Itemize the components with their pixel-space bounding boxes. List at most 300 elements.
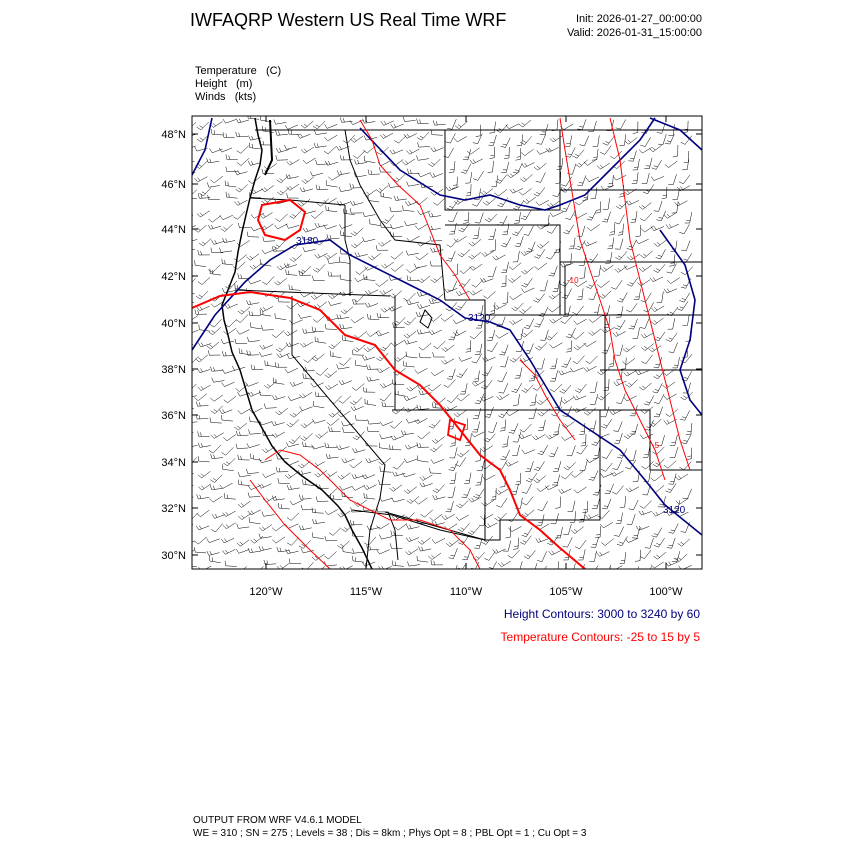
wind-barb [521, 267, 533, 274]
wind-barb [626, 487, 639, 492]
wind-barb [479, 514, 485, 526]
wind-barb [656, 249, 666, 259]
wind-barb [340, 257, 351, 264]
wind-barb [289, 285, 301, 291]
wind-barb [631, 211, 638, 222]
plot-title: IWFAQRP Western US Real Time WRF [190, 10, 507, 30]
wind-barb [362, 237, 375, 242]
wind-barb [550, 136, 563, 142]
wind-barb [433, 495, 446, 500]
wind-barb [493, 255, 506, 260]
wind-barb [299, 314, 312, 319]
wind-barb [561, 358, 571, 368]
wind-barb [490, 147, 495, 159]
wind-barb [519, 120, 531, 127]
wind-barb [301, 505, 313, 510]
wind-barb [364, 493, 375, 499]
wind-barb [590, 394, 598, 405]
wind-barb [287, 513, 299, 521]
wind-barb [430, 444, 442, 452]
wind-barb [223, 132, 235, 138]
wind-barb [629, 500, 639, 510]
wind-barb [433, 485, 445, 493]
wind-barb [626, 380, 638, 388]
wind-barb [496, 498, 507, 507]
wind-barb [249, 311, 261, 316]
wind-barb [562, 289, 572, 299]
wind-barb [248, 492, 260, 497]
wind-barb [276, 148, 289, 152]
wind-barb [287, 485, 300, 490]
wind-barb [343, 135, 355, 143]
wind-barb [513, 538, 519, 550]
wind-barb [406, 149, 419, 154]
wind-barb [237, 540, 250, 547]
wind-barb [522, 497, 533, 506]
wind-barb [677, 301, 688, 310]
wind-barb [249, 517, 260, 524]
wind-barb [211, 524, 223, 532]
wind-barb [569, 238, 575, 249]
height-label-1: 3180 [296, 236, 319, 247]
wind-barb [303, 247, 316, 252]
field-label-winds: Winds (kts) [195, 91, 257, 103]
wind-barb [392, 379, 404, 384]
wind-barb [238, 455, 250, 460]
wind-barb [561, 471, 573, 479]
wind-barb [452, 177, 457, 189]
wind-barb [466, 340, 471, 352]
wind-barb [325, 510, 338, 515]
wind-barb [603, 198, 610, 209]
wind-barb [365, 303, 378, 307]
wind-barb [415, 198, 428, 205]
wind-barb [514, 561, 522, 572]
wind-barb [275, 313, 286, 320]
wind-barb [185, 562, 197, 567]
wind-barb [563, 225, 573, 234]
wind-barb [612, 460, 622, 470]
wind-barb [510, 355, 522, 363]
wind-barb [208, 195, 220, 200]
wind-barb [362, 356, 375, 360]
wind-barb [666, 333, 677, 342]
wind-barb [195, 260, 206, 266]
wind-barb [380, 289, 393, 295]
wind-barb [550, 317, 563, 323]
wind-barb [367, 526, 380, 530]
wind-barb [456, 515, 469, 520]
wind-barb [640, 213, 652, 221]
wind-barb [534, 461, 545, 470]
wind-barb [473, 134, 482, 144]
wind-barb [601, 419, 612, 428]
wind-barb [324, 551, 336, 559]
wind-barb [495, 489, 508, 495]
wind-barb [363, 387, 375, 392]
height-contours [192, 118, 702, 535]
wind-barb [480, 514, 493, 519]
wind-barb [181, 344, 193, 351]
wind-barb [393, 174, 405, 182]
wind-barb [672, 357, 679, 368]
wind-barb [325, 371, 337, 378]
wind-barb [185, 443, 198, 448]
wind-barb [614, 527, 624, 537]
wind-barb [673, 145, 678, 157]
wind-barb [519, 306, 531, 314]
wind-barb [577, 288, 583, 299]
wind-barb [406, 251, 419, 256]
wind-barb [447, 119, 456, 129]
wind-barb [207, 342, 219, 349]
wind-barb [234, 423, 247, 430]
wind-barb [350, 397, 362, 405]
wind-barb [313, 264, 325, 272]
wind-barb [258, 484, 271, 489]
wind-barb [600, 522, 613, 528]
wind-barb [433, 341, 445, 349]
wind-barb [376, 280, 389, 287]
wind-barb [367, 330, 380, 336]
wind-barb [313, 315, 325, 322]
wind-barb [277, 547, 290, 552]
wind-barb [330, 351, 341, 358]
wind-barb [587, 210, 597, 220]
wind-barb [635, 225, 641, 237]
wind-barb [535, 342, 547, 350]
wind-barb [208, 350, 220, 355]
wind-barb [536, 566, 547, 575]
wind-barb [251, 365, 263, 370]
wind-barb [299, 392, 312, 398]
wind-barb [604, 379, 610, 391]
wind-barb [668, 318, 675, 329]
wind-barb [640, 434, 653, 439]
wind-barb [560, 263, 573, 267]
wind-barb [286, 442, 299, 447]
wind-barb [198, 250, 210, 255]
wind-barb [276, 155, 288, 160]
wind-barb [337, 170, 350, 175]
wind-barb [284, 145, 297, 150]
wind-barb [286, 184, 299, 190]
wind-barb [239, 348, 250, 355]
wind-barb [667, 264, 677, 274]
wind-barb [524, 344, 533, 354]
wind-barb [210, 395, 223, 401]
wind-barb [290, 254, 302, 261]
wind-barb [464, 473, 471, 484]
wind-barb [404, 396, 417, 400]
wind-barb [448, 212, 457, 222]
wind-barb [272, 432, 285, 437]
wind-barb [513, 394, 520, 405]
wind-barb [355, 277, 368, 282]
wind-barb [339, 224, 352, 228]
wind-barb [643, 447, 650, 458]
wind-barb [433, 352, 445, 357]
wind-barb [526, 242, 535, 252]
wind-barb [288, 396, 301, 400]
wind-barb [469, 497, 482, 502]
wind-barb [236, 119, 249, 123]
wind-barb [666, 409, 678, 417]
wind-barb [208, 225, 221, 229]
wind-barb [210, 496, 223, 502]
wind-barb [502, 436, 508, 447]
wind-barb [251, 322, 262, 329]
wind-barb [260, 307, 273, 312]
wind-barb [184, 238, 197, 243]
wind-barb [301, 433, 313, 441]
footer-config-line: WE = 310 ; SN = 275 ; Levels = 38 ; Dis = 8km ; Phys Opt = 8 ; PBL Opt = 1 ; Cu Opt = 3 [193, 828, 587, 839]
wind-barb [459, 279, 470, 288]
wind-barb [615, 345, 623, 356]
wind-barb [286, 174, 299, 179]
wind-barb [300, 406, 313, 410]
wind-barb [312, 533, 324, 539]
wind-barb [403, 206, 415, 212]
wind-barb [563, 537, 573, 547]
wind-barb [246, 469, 258, 474]
wind-barb [469, 239, 481, 246]
longitude-labels [249, 586, 683, 598]
wind-barb [649, 346, 662, 352]
wind-barb [210, 475, 222, 483]
wind-barb [587, 254, 598, 263]
wind-barb [472, 381, 485, 387]
wind-barb [340, 324, 353, 329]
wind-barb [468, 252, 480, 259]
wind-barb [669, 524, 679, 534]
wind-barb [364, 156, 375, 163]
wind-barb [679, 293, 690, 302]
wind-barb [314, 470, 327, 477]
wind-barb [351, 241, 363, 248]
wind-barb [521, 278, 532, 287]
wind-barb [390, 485, 403, 492]
wind-barb [466, 184, 471, 196]
wind-barb [428, 159, 440, 167]
wind-barb [505, 461, 518, 466]
lon-label-115: 115°W [349, 586, 383, 598]
wind-barb [325, 536, 337, 541]
wind-barb [406, 300, 419, 305]
wind-barb [272, 396, 285, 400]
wind-barb [364, 346, 377, 352]
wind-barb [405, 221, 418, 226]
wind-barb [501, 237, 511, 247]
wind-barb [212, 514, 225, 518]
wind-barb [567, 446, 576, 456]
wind-barb [343, 547, 354, 554]
wind-barb [226, 154, 238, 160]
wind-barb [198, 277, 210, 284]
wind-barb [181, 524, 193, 532]
wind-barb [620, 552, 626, 564]
wind-barb [407, 496, 419, 503]
wind-barb [377, 313, 389, 318]
wind-barb [287, 537, 299, 545]
wind-barb [419, 343, 431, 350]
wind-barb [286, 549, 299, 554]
wind-barb [473, 489, 484, 498]
wind-barb [561, 397, 574, 403]
wind-barb [382, 402, 394, 407]
wind-barb [343, 427, 355, 432]
wind-barb [391, 341, 404, 347]
wind-barb [508, 550, 520, 558]
wind-barb [442, 345, 455, 352]
wind-barb [589, 329, 602, 336]
wind-barb [289, 436, 301, 444]
wind-barb [643, 185, 654, 194]
wind-barb [524, 319, 534, 329]
wind-barb [559, 489, 572, 494]
wind-barb [446, 187, 459, 191]
wind-barb [251, 454, 262, 461]
wind-barb [390, 207, 402, 212]
wind-barb [651, 306, 664, 312]
wind-barb [198, 471, 211, 478]
wind-barb [456, 369, 467, 378]
wind-barb [488, 267, 497, 277]
wind-barb [402, 159, 415, 165]
wind-barb [432, 437, 445, 444]
wind-barb [446, 302, 457, 311]
wind-barb [342, 422, 355, 427]
wind-barb [448, 281, 457, 291]
lon-label-120: 120°W [249, 586, 283, 598]
wind-barb [664, 212, 677, 218]
wind-barb [651, 226, 664, 230]
wind-barb [666, 224, 679, 229]
wind-barb [419, 547, 432, 552]
wind-barb [265, 360, 276, 366]
wind-barb [597, 552, 610, 557]
wind-barb [450, 565, 457, 576]
wind-barb [405, 445, 418, 449]
wind-barb [475, 344, 482, 355]
wind-barb [415, 418, 428, 423]
latitude-labels [161, 129, 186, 562]
wind-barb [326, 454, 339, 459]
lat-label-30: 30°N [161, 550, 186, 562]
wind-barb [406, 419, 419, 423]
wind-barb [624, 265, 637, 269]
wind-barb [602, 343, 611, 353]
wind-barb [363, 146, 375, 153]
wind-barb [180, 265, 193, 271]
wind-barb [380, 133, 393, 138]
wind-barb [454, 136, 467, 142]
wind-barb [274, 120, 287, 125]
wind-barb [573, 396, 586, 400]
wind-barb [238, 501, 251, 508]
wind-barb [552, 119, 558, 131]
wind-barb [510, 294, 523, 300]
wind-barb [654, 538, 665, 547]
wind-barb [278, 478, 290, 483]
wind-barb [512, 445, 520, 456]
wind-barb [298, 199, 310, 206]
wind-barb [683, 121, 688, 133]
wind-barb [185, 418, 198, 423]
wind-barb [329, 292, 342, 299]
wind-barb [522, 510, 534, 517]
wind-barb [432, 538, 445, 543]
wind-barb [233, 211, 245, 219]
wind-barb [503, 292, 508, 304]
wind-barb [363, 119, 376, 124]
wind-barb [260, 345, 273, 350]
wind-barb [350, 520, 362, 525]
wind-barb [649, 145, 662, 152]
wind-barb [224, 396, 236, 403]
wind-barb [566, 340, 572, 352]
wind-barb [524, 226, 534, 236]
wind-barb [517, 135, 523, 146]
wind-barb [651, 562, 664, 568]
wind-barb [536, 173, 546, 183]
wind-barb [238, 307, 250, 314]
wind-barb [300, 342, 313, 348]
wind-barb [571, 471, 583, 478]
wind-barb [287, 193, 299, 198]
wind-barb [624, 370, 637, 376]
wind-barb [304, 355, 316, 362]
wind-barb [198, 194, 210, 199]
init-time: Init: 2026-01-27_00:00:00 [576, 13, 702, 25]
wind-barb [273, 241, 285, 249]
wind-barb [538, 501, 548, 511]
wind-barb [686, 448, 691, 460]
wind-barb [285, 125, 298, 129]
wind-barb [462, 488, 471, 498]
wind-barb [364, 275, 376, 281]
wind-barb [495, 189, 508, 196]
wind-barb [303, 366, 315, 371]
wind-barb [404, 293, 416, 301]
wind-barb [337, 541, 349, 549]
wind-barb [380, 467, 392, 473]
wind-barb [632, 172, 638, 183]
wind-barb [491, 488, 496, 500]
wind-barb [572, 332, 584, 339]
wind-barb [501, 138, 511, 148]
wind-barb [221, 538, 234, 543]
wind-barb [654, 332, 665, 341]
wind-barb [473, 171, 484, 180]
wind-barb [350, 201, 363, 206]
wind-barb [382, 215, 394, 223]
wind-barb [351, 406, 364, 410]
wind-barb [472, 421, 480, 432]
wind-barb [238, 472, 251, 477]
wind-barb [530, 394, 536, 405]
wind-barb [354, 160, 367, 165]
wind-barb [484, 551, 495, 560]
wind-barb [627, 514, 635, 525]
wind-barb [513, 251, 520, 262]
wind-barb [365, 290, 378, 295]
wind-barb [512, 383, 522, 393]
wind-barb [449, 161, 455, 173]
wind-barb [222, 382, 235, 387]
wind-barb [589, 551, 596, 562]
wind-barb [301, 421, 314, 428]
